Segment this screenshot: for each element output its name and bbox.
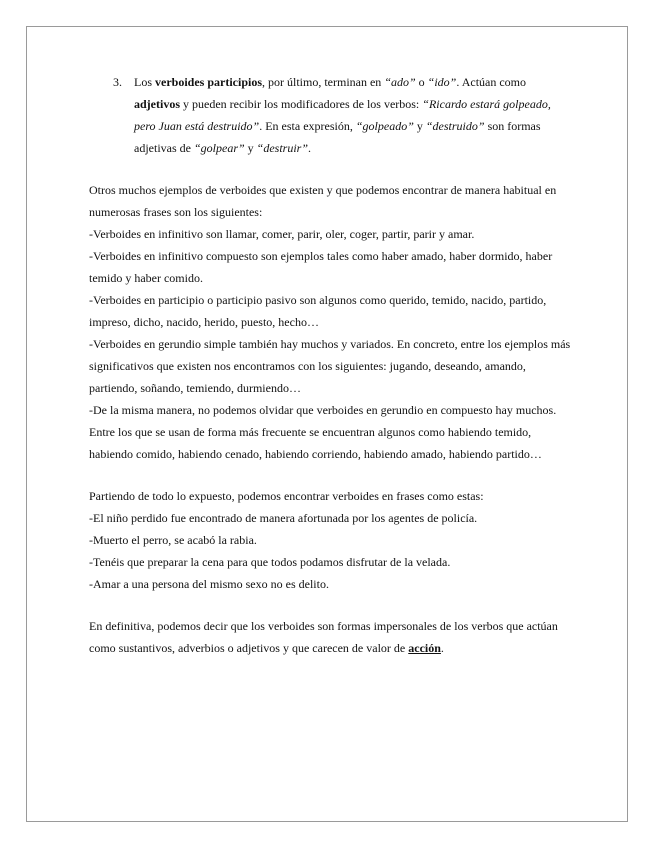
quote-ado: “ado” [384,75,416,89]
paragraph-line: En definitiva, podemos decir que los verboides son formas impersonales de los verbos que actúan como sustantivos, adverbios o adjetivos y que carecen de valor de acción. [89,619,558,655]
document-content [89,71,571,679]
quote-golpear: “golpear” [193,141,245,155]
paragraph-conclusion [89,615,571,659]
paragraph-line: Partiendo de todo lo expuesto, podemos encontrar verboides en frases como estas: [89,489,484,503]
paragraph-line: -De la misma manera, no podemos olvidar que verboides en gerundio en compuesto hay muchos. Entre los que se usan de forma más frecuente se encuentran algunos como habiendo temido, habiendo comido, habiendo cenado, habiendo corriendo, habiendo amado, habiendo partido… [89,403,557,461]
paragraph-line: -Verboides en gerundio simple también hay muchos y variados. En concreto, entre los ejemplos más significativos que existen nos encontramos con los siguientes: jugando, deseando, amando, partiendo, soñando, temiendo, durmiendo… [89,337,571,395]
paragraph-sentences [89,485,571,595]
quote-example: “Ricardo estará golpeado, pero Juan está destruido” [134,97,551,133]
accion-link[interactable]: acción [408,641,441,655]
paragraph-line: -Verboides en infinitivo son llamar, comer, parir, oler, coger, partir, parir y amar. [89,227,475,241]
paragraph-line: -Verboides en infinitivo compuesto son ejemplos tales como haber amado, haber dormido, haber temido y haber comido. [89,249,553,285]
paragraph-line: -Muerto el perro, se acabó la rabia. [89,533,257,547]
paragraph-line: Otros muchos ejemplos de verboides que existen y que podemos encontrar de manera habitual en numerosas frases son los siguientes: [89,183,557,219]
bold-term-adjetivos: adjetivos [134,97,180,111]
quote-golpeado: “golpeado” [355,119,414,133]
bold-term-verboides-participios: verboides participios [155,75,262,89]
paragraph-line: -Amar a una persona del mismo sexo no es delito. [89,577,329,591]
paragraph-line: -Verboides en participio o participio pasivo son algunos como querido, temido, nacido, partido, impreso, dicho, nacido, herido, puesto, hecho… [89,293,547,329]
quote-destruir: “destruir” [256,141,309,155]
paragraph-examples [89,179,571,465]
quote-ido: “ido” [427,75,457,89]
paragraph-line: -Tenéis que preparar la cena para que todos podamos disfrutar de la velada. [89,555,451,569]
list-item-text: Los verboides participios, por último, terminan en “ado” o “ido”. Actúan como adjetivos y pueden recibir los modificadores de los verbos: “Ricardo estará golpeado, pero Juan está destruido”. En esta expresión, “golpeado” y “destruido” son formas adjetivas de “golpear” y “destruir”. [134,75,551,155]
quote-destruido: “destruido” [425,119,485,133]
list-item-3 [89,71,571,159]
document-page [26,26,628,822]
paragraph-line: -El niño perdido fue encontrado de manera afortunada por los agentes de policía. [89,511,478,525]
list-item-number: 3. [113,75,122,89]
